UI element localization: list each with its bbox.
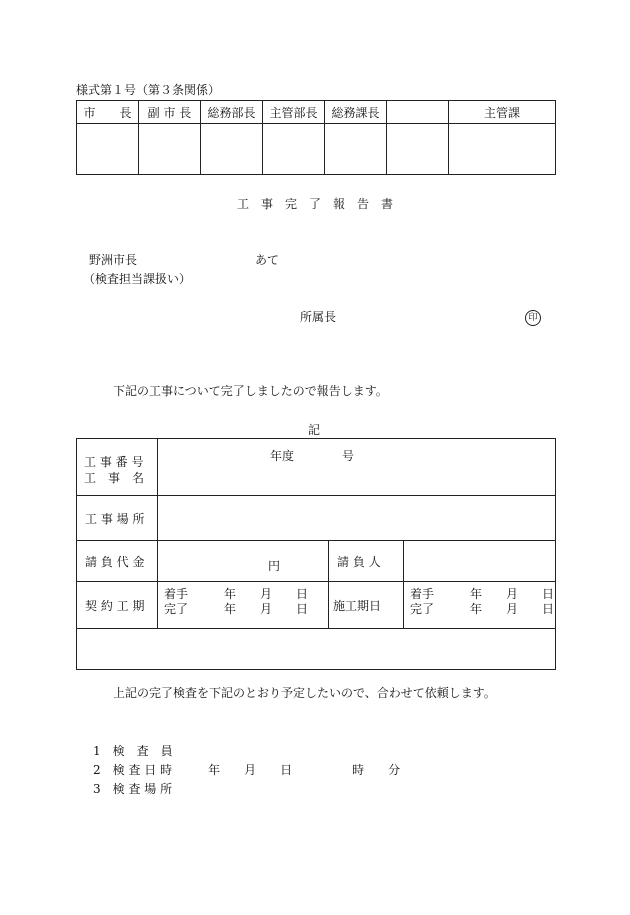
contractor-label: 請 負 人 <box>329 541 404 582</box>
stamp-box[interactable] <box>387 124 449 175</box>
construction-number-name-field[interactable] <box>158 439 556 496</box>
construction-name-label: 工 事 名 <box>84 471 145 485</box>
stamp-box[interactable] <box>449 124 556 175</box>
approval-header-responsible-section: 主管課 <box>449 101 556 124</box>
number-label: 号 <box>342 449 355 463</box>
construction-number-label: 工 事 番 号 <box>84 455 144 469</box>
approval-header-blank <box>387 101 449 124</box>
report-table <box>76 438 556 670</box>
contract-price-field[interactable] <box>158 541 329 582</box>
addressee-suffix: あて <box>255 253 280 267</box>
construction-site-field[interactable] <box>158 496 556 541</box>
inspection-item-2: 2 検 査 日 時 年 月 日 時 分 <box>93 763 401 777</box>
execution-end: 完了 年 月 日 <box>410 602 555 616</box>
addressee-sub: （検査担当課扱い） <box>83 272 192 286</box>
execution-start: 着手 年 月 日 <box>410 587 555 601</box>
approval-header-mayor: 市 長 <box>77 101 139 124</box>
contract-start: 着手 年 月 日 <box>164 587 309 601</box>
stamp-box[interactable] <box>139 124 201 175</box>
construction-number-label-cell <box>77 439 158 496</box>
yen-label: 円 <box>268 559 281 573</box>
approval-table <box>76 100 556 175</box>
approval-header-department-director: 主管部長 <box>263 101 325 124</box>
stamp-box[interactable] <box>263 124 325 175</box>
stamp-box[interactable] <box>77 124 139 175</box>
year-label: 年度 <box>270 449 295 463</box>
execution-period-field[interactable] <box>404 582 556 629</box>
approval-header-deputy-mayor: 副 市 長 <box>139 101 201 124</box>
approval-header-general-affairs-manager: 総務課長 <box>325 101 387 124</box>
contract-period-field[interactable] <box>158 582 329 629</box>
contractor-field[interactable] <box>404 541 556 582</box>
request-text: 上記の完了検査を下記のとおり予定したいので、合わせて依頼します。 <box>113 686 496 700</box>
from-label: 所属長 <box>300 310 337 324</box>
stamp-box[interactable] <box>201 124 263 175</box>
contract-period-label: 契 約 工 期 <box>77 582 158 629</box>
document-title: 工 事 完 了 報 告 書 <box>237 197 394 211</box>
stamp-box[interactable] <box>325 124 387 175</box>
ki-label: 記 <box>308 423 321 437</box>
inspection-item-1: 1 検 査 員 <box>93 744 173 758</box>
inspection-item-3: 3 検 査 場 所 <box>93 782 173 796</box>
form-label: 様式第１号（第３条関係） <box>76 83 221 97</box>
notes-field[interactable] <box>77 629 556 670</box>
contract-price-label: 請 負 代 金 <box>77 541 158 582</box>
execution-period-label: 施工期日 <box>329 582 404 629</box>
addressee: 野洲市長 <box>89 253 138 267</box>
approval-header-general-affairs-director: 総務部長 <box>201 101 263 124</box>
contract-end: 完了 年 月 日 <box>164 602 309 616</box>
construction-site-label: 工 事 場 所 <box>77 496 158 541</box>
intro-text: 下記の工事について完了しましたので報告します。 <box>113 384 388 398</box>
seal-icon: 印 <box>525 310 541 326</box>
